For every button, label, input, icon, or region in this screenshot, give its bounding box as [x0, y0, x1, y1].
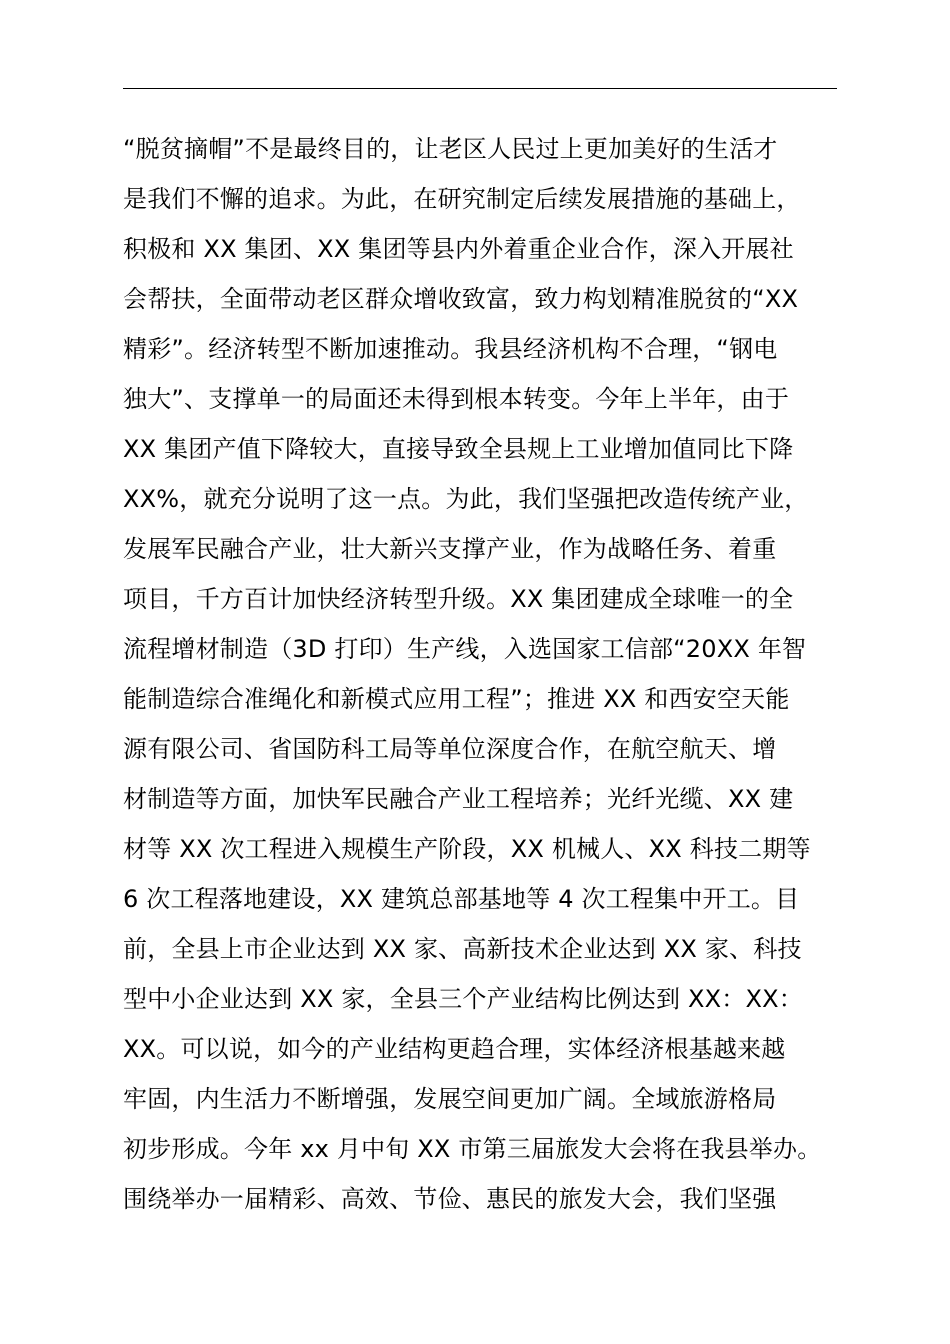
text-line-2: 是我们不懈的追求。为此，在研究制定后续发展措施的基础上， [123, 185, 801, 213]
document-body [123, 124, 863, 1224]
text-line-5: 精彩”。经济转型不断加速推动。我县经济机构不合理，“钢电 [123, 335, 778, 363]
text-line-20: 牢固，内生活力不断增强，发展空间更加广阔。全域旅游格局 [123, 1085, 777, 1113]
text-line-15: 材等 XX 次工程进入规模生产阶段，XX 机械人、XX 科技二期等 [123, 835, 811, 863]
text-line-4: 会帮扶，全面带动老区群众增收致富，致力构划精准脱贫的“XX [123, 285, 799, 313]
text-line-6: 独大”、支撑单一的局面还未得到根本转变。今年上半年，由于 [123, 385, 790, 413]
text-line-22: 围绕举办一届精彩、高效、节俭、惠民的旅发大会，我们坚强 [123, 1185, 777, 1213]
text-line-11: 流程增材制造（3D 打印）生产线，入选国家工信部“20XX 年智 [123, 635, 807, 663]
text-line-17: 前，全县上市企业达到 XX 家、高新技术企业达到 XX 家、科技 [123, 935, 802, 963]
text-line-10: 项目，千方百计加快经济转型升级。XX 集团建成全球唯一的全 [123, 585, 794, 613]
text-line-14: 材制造等方面，加快军民融合产业工程培养；光纤光缆、XX 建 [123, 785, 794, 813]
text-line-3: 积极和 XX 集团、XX 集团等县内外着重企业合作，深入开展社 [123, 235, 794, 263]
text-line-8: XX%，就充分说明了这一点。为此，我们坚强把改造传统产业， [123, 485, 809, 513]
text-line-9: 发展军民融合产业，壮大新兴支撑产业，作为战略任务、着重 [123, 535, 777, 563]
header-rule [123, 88, 837, 89]
text-line-12: 能制造综合准绳化和新模式应用工程”；推进 XX 和西安空天能 [123, 685, 790, 713]
text-line-16: 6 次工程落地建设，XX 建筑总部基地等 4 次工程集中开工。目 [123, 885, 800, 913]
text-line-18: 型中小企业达到 XX 家，全县三个产业结构比例达到 XX：XX： [123, 985, 803, 1013]
text-line-7: XX 集团产值下降较大，直接导致全县规上工业增加值同比下降 [123, 435, 794, 463]
text-line-1: “脱贫摘帽”不是最终目的，让老区人民过上更加美好的生活才 [123, 135, 778, 163]
text-line-21: 初步形成。今年 xx 月中旬 XX 市第三届旅发大会将在我县举办。 [123, 1135, 822, 1163]
text-line-19: XX。可以说，如今的产业结构更趋合理，实体经济根基越来越 [123, 1035, 786, 1063]
text-line-13: 源有限公司、省国防科工局等单位深度合作，在航空航天、增 [123, 735, 777, 763]
